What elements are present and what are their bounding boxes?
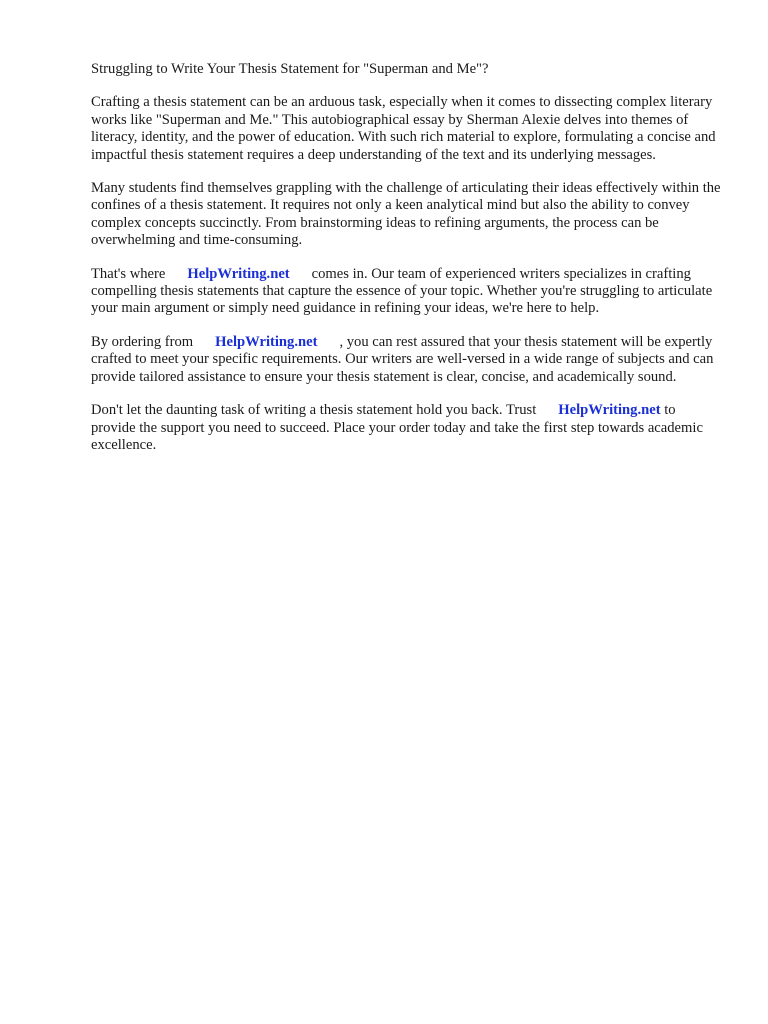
helpwriting-link[interactable]: HelpWriting.net (558, 402, 661, 419)
document-page (91, 61, 721, 470)
helpwriting-link[interactable]: HelpWriting.net (215, 333, 318, 350)
paragraph-text: comes in. Our team of experienced writers specializes in crafting compelling thesis statements that capture the essence of your topic. Whether you're struggling to articulate your main argument or simply need guidance in refining your ideas, we're here to help. (91, 265, 713, 317)
paragraph-trust (91, 402, 721, 454)
document-title: Struggling to Write Your Thesis Statement for "Superman and Me"? (91, 61, 489, 77)
paragraph-challenge: Many students find themselves grappling with the challenge of articulating their ideas effectively within the confines of a thesis statement. It requires not only a keen analytical mind but also the ability to convey complex concepts succinctly. From brainstorming ideas to refining arguments, the process can be overwhelming and time-consuming. (91, 180, 721, 249)
paragraph-ordering (91, 334, 721, 386)
paragraph-text: to provide the support you need to succeed. Place your order today and take the first step towards academic excellence. (91, 402, 703, 453)
paragraph-that-is-where (91, 266, 721, 318)
paragraph-text: , you can rest assured that your thesis statement will be expertly crafted to meet your specific requirements. Our writers are well-versed in a wide range of subjects and can provide tailored assistance to ensure your thesis statement is clear, concise, and academically sound. (91, 333, 714, 385)
helpwriting-link[interactable]: HelpWriting.net (187, 265, 290, 282)
paragraph-text: That's where (91, 265, 166, 282)
paragraph-intro: Crafting a thesis statement can be an arduous task, especially when it comes to dissecting complex literary works like "Superman and Me." This autobiographical essay by Sherman Alexie delves into themes of literacy, identity, and the power of education. With such rich material to explore, formulating a concise and impactful thesis statement requires a deep understanding of the text and its underlying messages. (91, 94, 716, 163)
paragraph-text: Don't let the daunting task of writing a thesis statement hold you back. Trust (91, 402, 537, 419)
paragraph-text: By ordering from (91, 333, 194, 350)
